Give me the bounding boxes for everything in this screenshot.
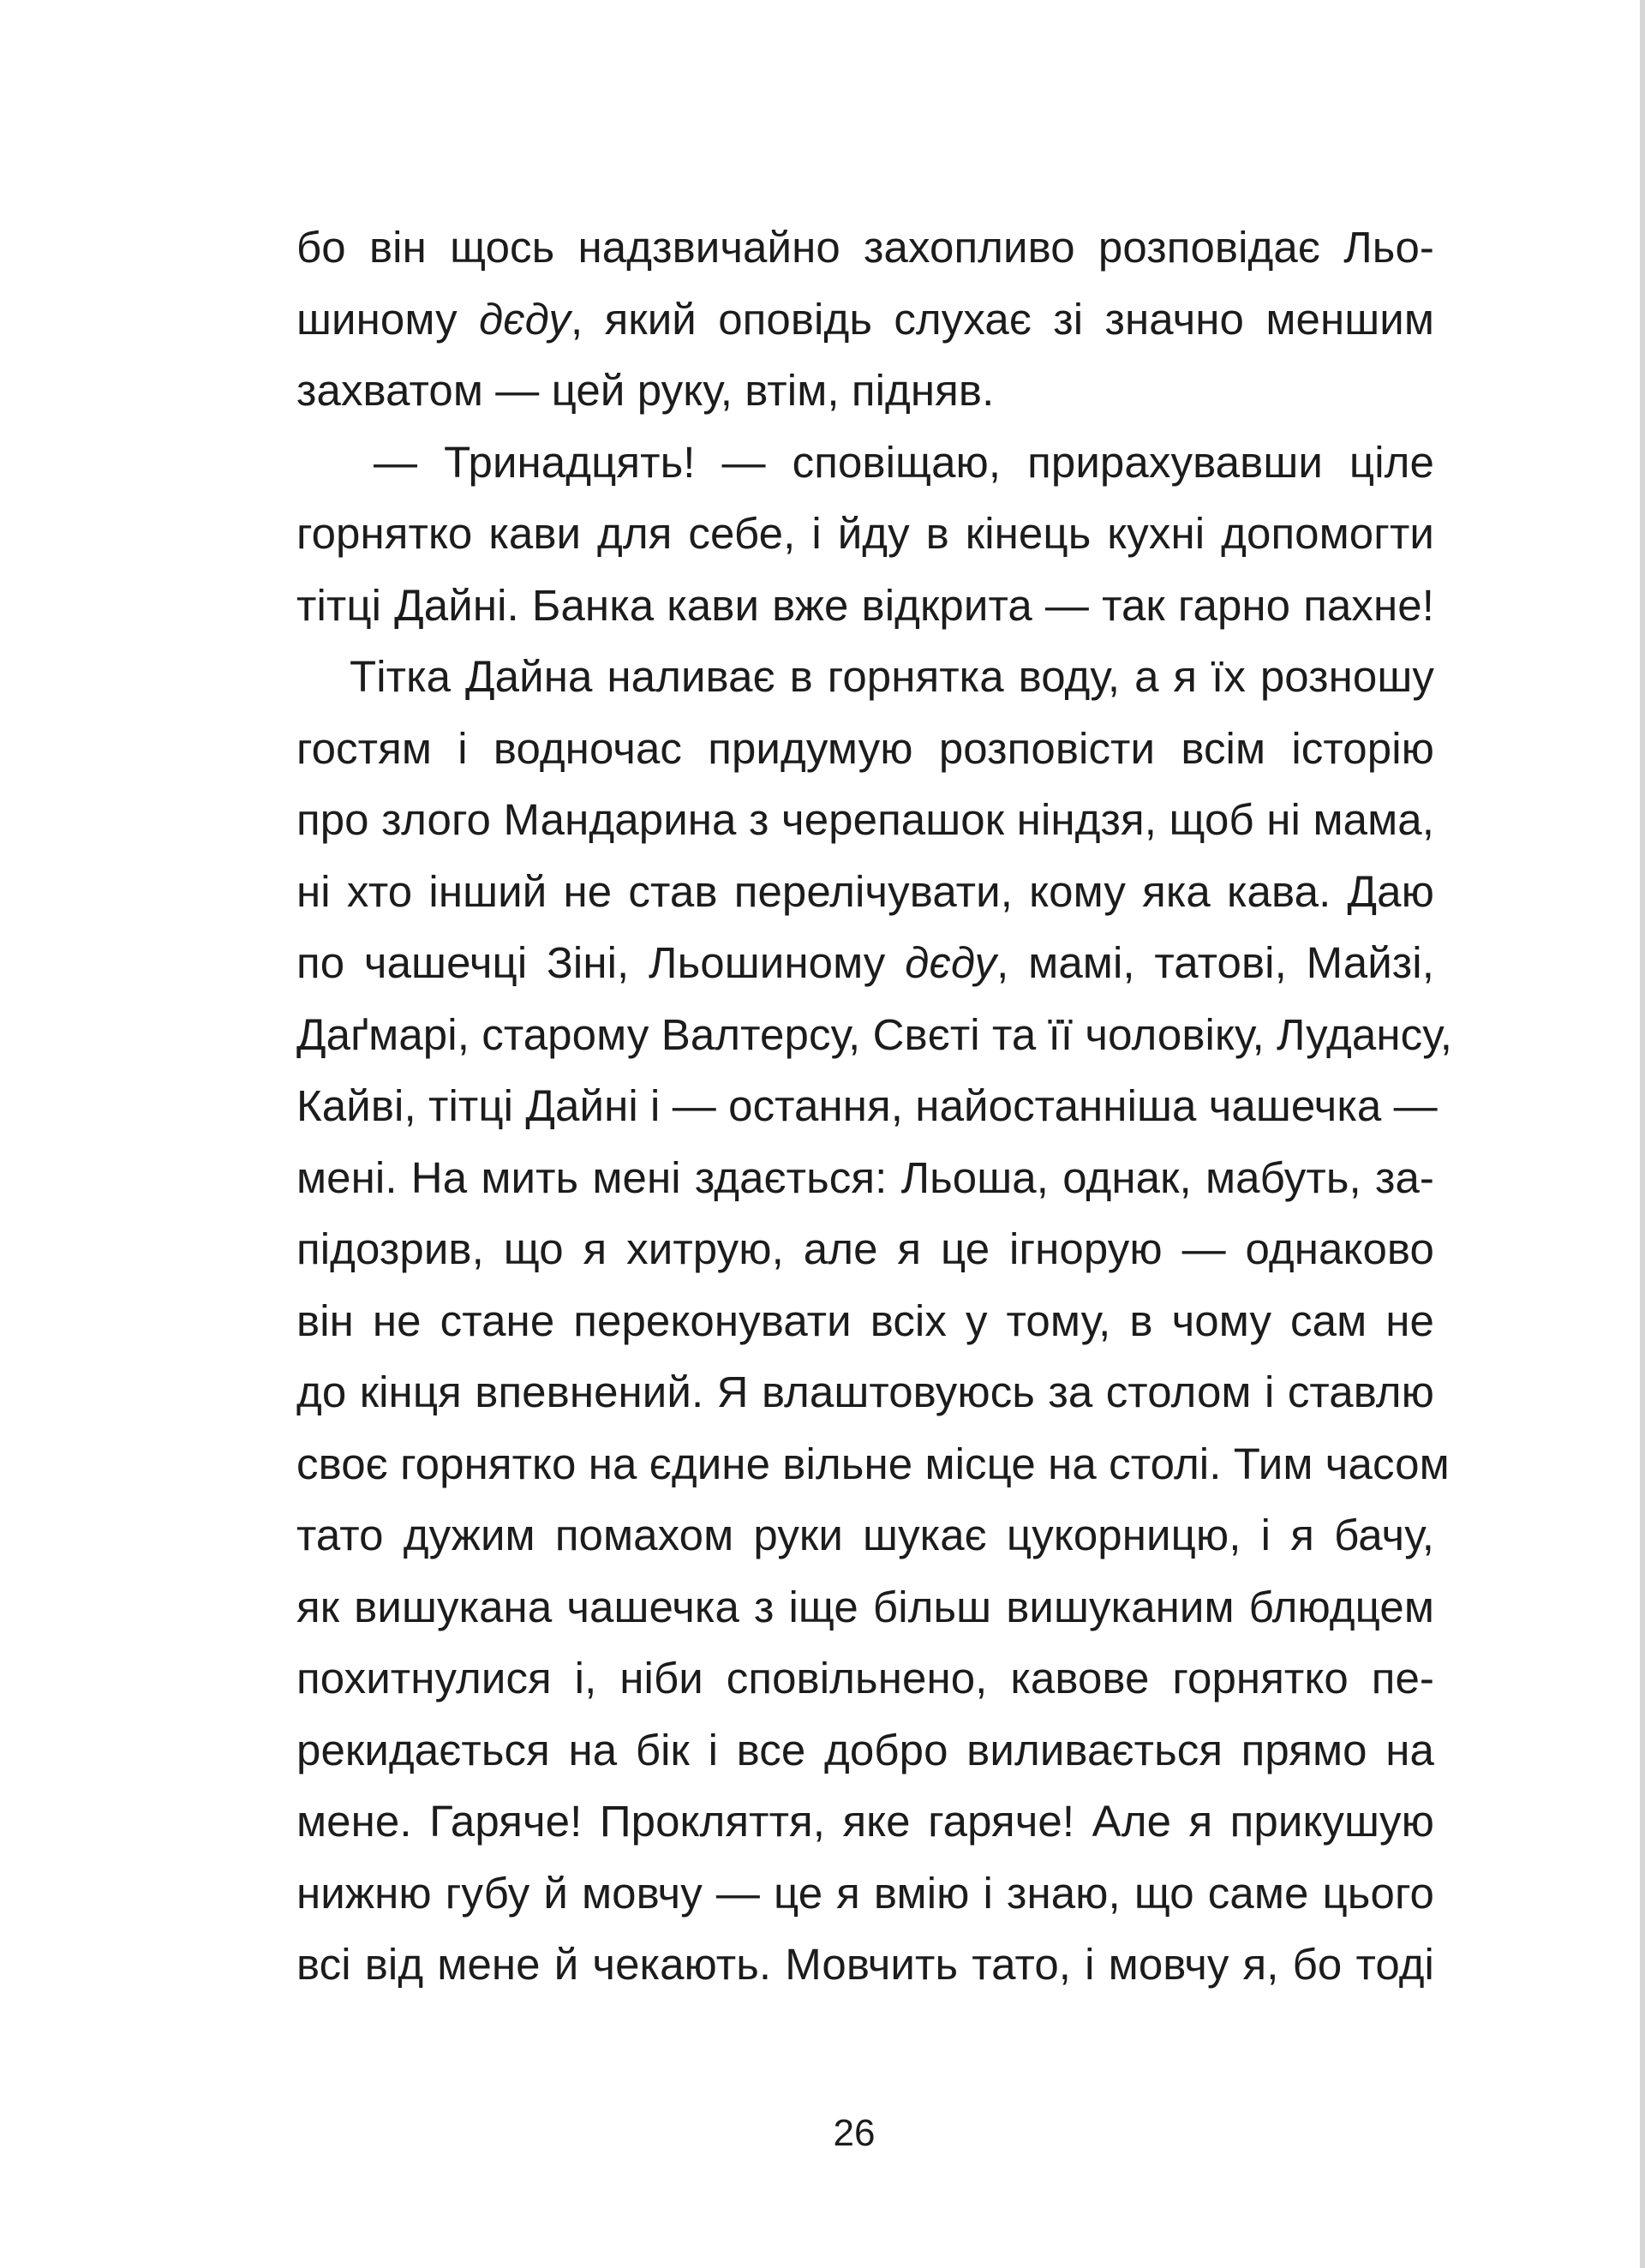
text-line: тато дужим помахом руки шукає цукорницю, і я бачу,: [296, 1511, 1434, 1559]
text-line: своє горнятко на єдине вільне місце на столі. Тим часом: [296, 1439, 1450, 1488]
text-line: він не стане переконувати всіх у тому, в чому сам не: [296, 1296, 1434, 1345]
text-line: [296, 284, 1434, 356]
text-segment: шиному: [296, 294, 479, 344]
text-line: ні хто інший не став перелічувати, кому яка кава. Даю: [296, 866, 1434, 916]
body-text: [296, 212, 1452, 2001]
text-line: підозрив, що я хитрую, але я це ігнорую — однаково: [296, 1224, 1434, 1273]
text-line: рекидається на бік і все добро виливається прямо на: [296, 1725, 1434, 1774]
text-line: тітці Дайні. Банка кави вже відкрита — так гарно пахне!: [296, 580, 1434, 630]
page-number: 26: [833, 2112, 876, 2154]
text-line: нижню губу й мовчу — це я вмію і знаю, що саме цього: [296, 1868, 1434, 1918]
text-segment: , який оповідь слухає зі значно меншим: [570, 294, 1435, 344]
text-line: захватом — цей руку, втім, підняв.: [296, 366, 995, 415]
text-line: Кайві, тітці Дайні і — остання, найостанніша чашечка —: [296, 1081, 1438, 1130]
text-line: мені. На мить мені здається: Льоша, однак, мабуть, за-: [296, 1152, 1434, 1202]
text-segment: по чашечці Зіні, Льошиному: [296, 938, 906, 987]
page-edge: [1640, 0, 1645, 2268]
italic-word: дєду: [905, 938, 997, 987]
text-line: — Тринадцять! — сповіщаю, прирахувавши ціле: [374, 437, 1434, 487]
text-line: мене. Гаряче! Прокляття, яке гаряче! Але я прикушую: [296, 1797, 1434, 1846]
text-line: до кінця впевнений. Я влаштовуюсь за столом і ставлю: [296, 1367, 1434, 1416]
text-line: про злого Мандарина з черепашок ніндзя, щоб ні мама,: [296, 795, 1434, 844]
text-line: похитнулися і, ніби сповільнено, кавове горнятко пе-: [296, 1654, 1434, 1702]
text-line: Даґмарі, старому Валтерсу, Свєті та її чоловіку, Лудансу,: [296, 1009, 1452, 1059]
text-line: горнятко кави для себе, і йду в кінець кухні допомогти: [296, 509, 1434, 558]
text-line: [296, 927, 1434, 999]
italic-word: дєду: [479, 294, 571, 344]
text-line: всі від мене й чекають. Мовчить тато, і мовчу я, бо тоді: [296, 1940, 1434, 1989]
text-line: Тітка Дайна наливає в горнятка воду, а я їх розношу: [350, 652, 1434, 701]
text-line: гостям і водночас придумую розповісти всім історію: [296, 723, 1434, 773]
text-line: бо він щось надзвичайно захопливо розповідає Льо-: [296, 223, 1434, 272]
text-segment: , мамі, татові, Майзі,: [996, 938, 1434, 987]
text-line: як вишукана чашечка з іще більш вишуканим блюдцем: [296, 1582, 1434, 1631]
